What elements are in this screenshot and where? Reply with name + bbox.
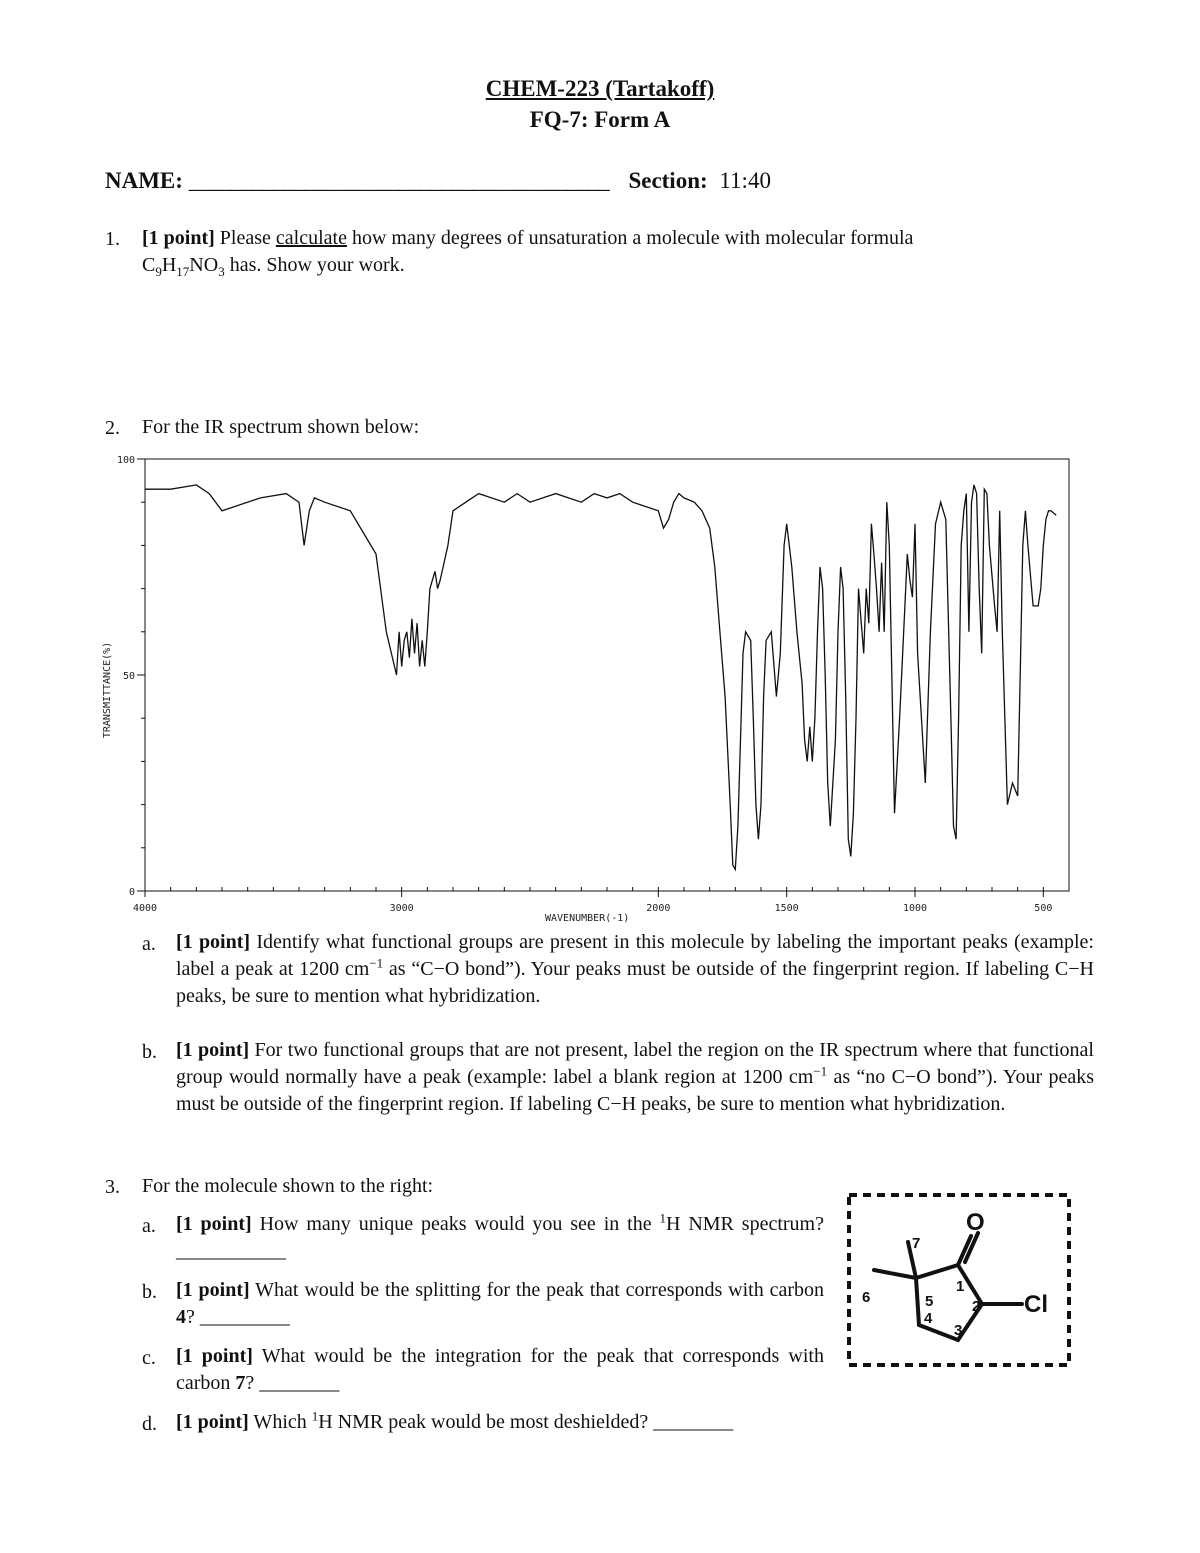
q2b-text: [1 point] For two functional groups that are not present, label the region on the IR spectrum where that functional group would normally have a peak (example: label a blank region at 1200 $cm^{-1}$ as “no C−O bond”). Your peaks must be outside of the fingerprint region. If labeling C−H peaks, be sure to mention what hybridization. (176, 1039, 1094, 1115)
x-tick-label: 3000 (389, 903, 414, 914)
x-tick-label: 500 (1034, 903, 1053, 914)
q3a-text: [1 point] How many unique peaks would you see in the $^1$H NMR spectrum? ___________ (176, 1210, 824, 1262)
y-tick-label: 100 (116, 455, 135, 466)
q3d-letter: d. (142, 1413, 157, 1435)
q3b-text: [1 point] What would be the splitting for the peak that corresponds with carbon 4? _________ (176, 1279, 824, 1328)
oxygen-label: O (966, 1209, 985, 1236)
q2a-text: [1 point] Identify what functional groups are present in this molecule by labeling the important peaks (example: label a peak at 1200 $cm^{-1}$ as “C−O bond”). Your peaks must be outside of the fingerprint region. If labeling C−H peaks, be sure to mention what hybridization. (176, 931, 1094, 1007)
y-tick-label: 0 (128, 887, 135, 898)
carbon-number-7: 7 (912, 1235, 921, 1252)
carbon-number-6: 6 (862, 1289, 871, 1306)
y-axis-ticks (117, 455, 145, 898)
form-title: FQ-7: Form A (529, 107, 671, 132)
q3b-letter: b. (142, 1281, 157, 1303)
carbon-number-5: 5 (925, 1293, 934, 1310)
molecule-figure (846, 1190, 1074, 1370)
q2a-letter: a. (142, 933, 156, 955)
q3d-text: [1 point] Which $^1$H NMR peak would be most deshielded? ________ (176, 1408, 734, 1433)
molecule-bonds (874, 1233, 1022, 1340)
q3c-answer-blank[interactable]: ________ (259, 1372, 340, 1394)
x-tick-label: 1000 (902, 903, 928, 914)
carbon-number-4: 4 (924, 1310, 933, 1327)
section-value: 11:40 (719, 168, 771, 193)
q3c-letter: c. (142, 1347, 156, 1369)
y-axis-label: TRANSMITTANCE(%) (102, 641, 113, 739)
q3c-text: [1 point] What would be the integration for the peak that corresponds with carbon 7? ________ (176, 1345, 824, 1394)
q3d-answer-blank[interactable]: ________ (653, 1411, 734, 1433)
carbon-number-2: 2 (972, 1298, 981, 1315)
course-title: CHEM-223 (Tartakoff) (485, 76, 715, 101)
q3a-letter: a. (142, 1215, 156, 1237)
ir-spectrum-chart (100, 450, 1085, 930)
q1-text-c: has. Show your work. (224, 254, 405, 276)
q1-text-b: how many degrees of unsaturation a molecule with molecular formula (346, 227, 914, 249)
q2a-points: [1 point] (176, 931, 251, 953)
q1-text-a: Please (214, 227, 276, 249)
q2b-letter: b. (142, 1041, 157, 1063)
carbon-number-1: 1 (956, 1278, 965, 1295)
q1-points: [1 point] (142, 227, 215, 249)
plot-frame (145, 459, 1069, 891)
section-label: Section: (628, 168, 708, 193)
name-section-row (105, 168, 1105, 194)
y-tick-label: 50 (122, 671, 135, 682)
name-label: NAME: (105, 168, 183, 193)
q1-number: 1. (105, 228, 120, 250)
q2b-points: [1 point] (176, 1039, 250, 1061)
chlorine-label: Cl (1024, 1291, 1048, 1318)
q1-calculate: calculate (275, 227, 347, 249)
name-blank[interactable]: ________________________________________ (188, 168, 609, 193)
ir-spectrum-svg (100, 450, 1085, 930)
x-tick-label: 1500 (774, 903, 799, 914)
x-tick-label: 2000 (646, 903, 671, 914)
q3b-answer-blank[interactable]: _________ (199, 1306, 290, 1328)
x-axis-label: WAVENUMBER(-1) (545, 913, 630, 924)
q2-intro: For the IR spectrum shown below: (142, 416, 420, 438)
q2-number: 2. (105, 417, 120, 439)
q1-formula: $C_9H_{17}NO_3$ (142, 254, 225, 279)
q3a-answer-blank[interactable]: ___________ (176, 1240, 286, 1262)
q3-number: 3. (105, 1176, 120, 1198)
ir-series-line (145, 485, 1056, 870)
carbon-number-3: 3 (954, 1322, 963, 1339)
x-tick-label: 4000 (132, 903, 158, 914)
q3-intro: For the molecule shown to the right: (142, 1175, 434, 1197)
q1-text (142, 225, 1094, 279)
